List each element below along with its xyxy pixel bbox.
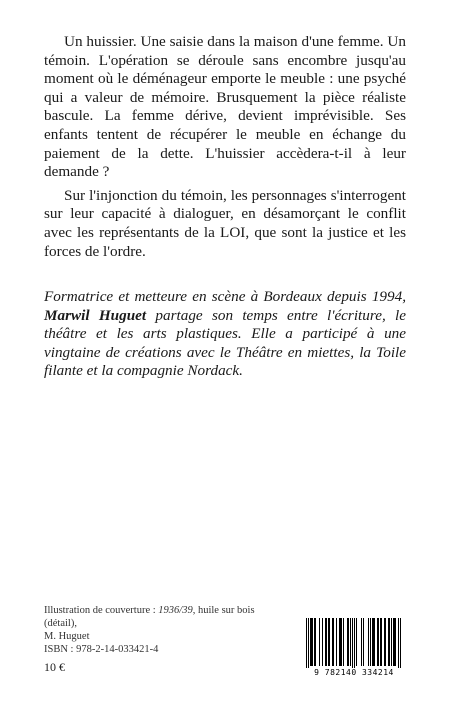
barcode-bar xyxy=(384,618,385,666)
synopsis-paragraph-1: Un huissier. Une saisie dans la maison d'une femme. Un témoin. L'opération se déroule sans encombre jusqu'au moment où le déménageur emporte le meuble : une psyché qui a valeur de mémoire. Brusquement la pièce réaliste bascule. La femme dérive, devient imprévisible. Ses enfants tentent de récupérer le meuble en échange du paiement de la dette. L'huissier accèdera-t-il à leur demande ? xyxy=(44,33,406,181)
synopsis-paragraph-2: Sur l'injonction du témoin, les personnages s'interrogent sur leur capacité à dialoguer, en désamorçant le conflit avec les représentants de la LOI, que sont la justice et les forces de l'ordre. xyxy=(44,186,406,260)
barcode-bar xyxy=(326,618,327,666)
synopsis xyxy=(44,33,406,266)
barcode-bar xyxy=(352,618,353,668)
barcode-digits: 9 782140 334214 xyxy=(314,668,394,677)
barcode-bar xyxy=(377,618,378,666)
barcode-bar xyxy=(332,618,333,666)
barcode-bar xyxy=(373,618,374,666)
barcode-bar xyxy=(340,618,341,666)
barcode-bar xyxy=(322,618,323,666)
barcode-bars xyxy=(299,614,409,668)
price: 10 € xyxy=(44,660,65,674)
barcode-bar xyxy=(381,618,382,666)
barcode-bar xyxy=(347,618,348,666)
barcode-bar xyxy=(363,618,364,666)
barcode xyxy=(299,614,409,678)
barcode-bar xyxy=(400,618,401,668)
barcode-bar xyxy=(306,618,307,668)
barcode-bar xyxy=(380,618,381,666)
barcode-bar xyxy=(393,618,394,666)
barcode-bar xyxy=(333,618,334,666)
credits-rest: , huile sur bois (détail), xyxy=(44,605,255,629)
credits-label: Illustration de couverture : xyxy=(44,605,159,616)
barcode-bar xyxy=(394,618,395,666)
barcode-bar xyxy=(336,618,337,666)
barcode-bar xyxy=(370,618,371,666)
barcode-bar xyxy=(311,618,312,666)
barcode-bar xyxy=(314,618,315,666)
barcode-bar xyxy=(398,618,399,668)
barcode-bar xyxy=(388,618,389,666)
author-bio xyxy=(44,288,406,381)
barcode-bar xyxy=(339,618,340,666)
artwork-title: 1936/39 xyxy=(158,605,193,616)
barcode-bar xyxy=(368,618,369,666)
barcode-bar xyxy=(350,618,351,666)
barcode-bar xyxy=(389,618,390,666)
artist-name: M. Huguet xyxy=(44,631,90,642)
barcode-bar xyxy=(391,618,392,666)
barcode-bar xyxy=(308,618,309,668)
bio-text-start: Formatrice et metteure en scène à Bordeaux depuis 1994, xyxy=(44,288,406,305)
barcode-bar xyxy=(329,618,330,666)
barcode-bar xyxy=(325,618,326,666)
barcode-bar xyxy=(395,618,396,666)
barcode-bar xyxy=(372,618,373,666)
barcode-bar xyxy=(356,618,357,666)
barcode-bar xyxy=(310,618,311,666)
barcode-bar xyxy=(312,618,313,666)
barcode-bar xyxy=(348,618,349,666)
barcode-bar xyxy=(315,618,316,666)
barcode-bar xyxy=(343,618,344,666)
barcode-bar xyxy=(374,618,375,666)
barcode-bar xyxy=(354,618,355,668)
barcode-bar xyxy=(341,618,342,666)
barcode-bar xyxy=(319,618,320,666)
cover-credits xyxy=(44,604,284,643)
barcode-bar xyxy=(378,618,379,666)
isbn: ISBN : 978-2-14-033421-4 xyxy=(44,644,159,655)
barcode-bar xyxy=(328,618,329,666)
barcode-bar xyxy=(361,618,362,666)
bio-text-end: partage son temps entre l'écriture, le théâtre et les arts plastiques. Elle a participé à une vingtaine de créations avec le Théâtre en miettes, la Toile filante et la compagnie Nordack. xyxy=(44,306,406,380)
barcode-bar xyxy=(385,618,386,666)
author-name: Marwil Huguet xyxy=(44,306,147,324)
